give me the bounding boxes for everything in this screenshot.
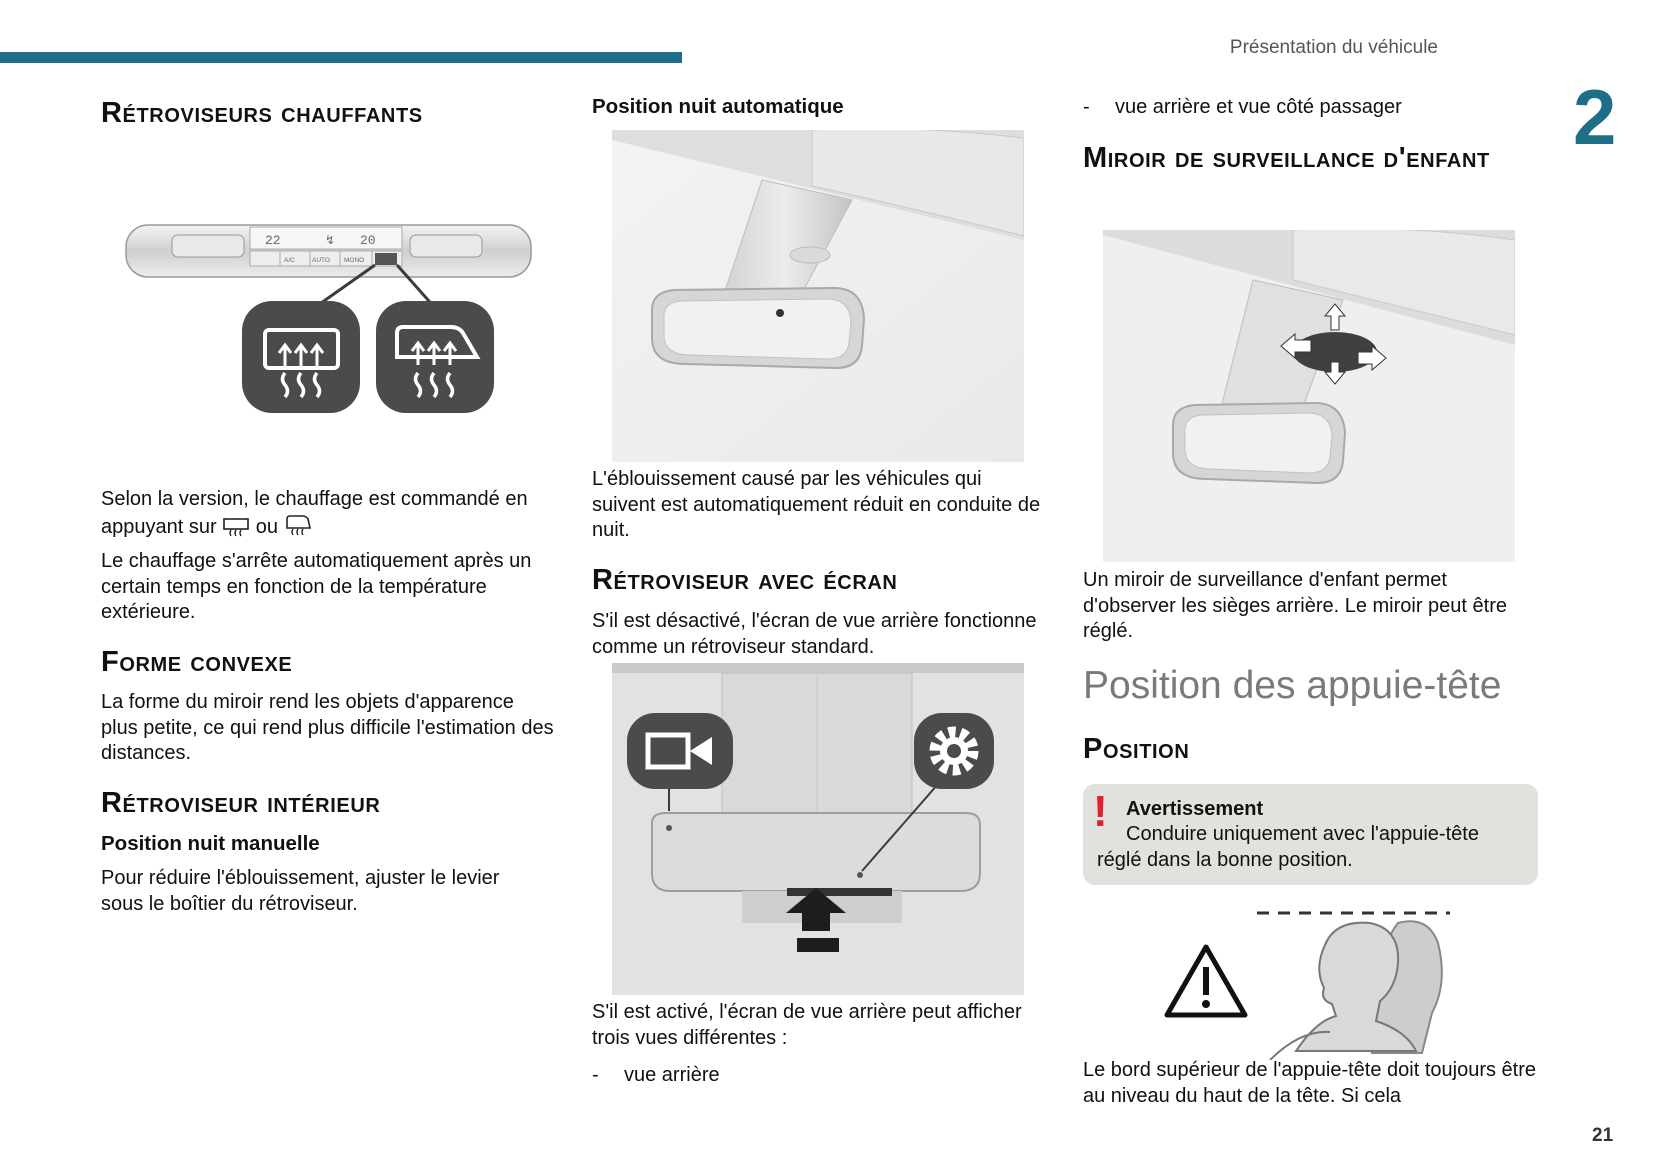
mirror-defrost-icon <box>376 301 494 413</box>
heading-heated-mirrors: Rétroviseurs chauffants <box>101 97 423 129</box>
list-dash: - <box>592 1064 599 1086</box>
climate-btn-ac: A/C <box>284 257 295 264</box>
climate-panel-illustration <box>120 215 540 440</box>
auto-night-paragraph: L'éblouissement causé par les véhicules qui suivent est automatiquement réduit en conduite de nuit. <box>592 468 1041 541</box>
child-mirror-illustration <box>1103 230 1515 562</box>
climate-temp-right: 20 <box>360 233 376 248</box>
chapter-number: 2 <box>1573 73 1617 161</box>
heading-convex-shape: Forme convexe <box>101 646 293 678</box>
subheading-auto-night: Position nuit automatique <box>592 95 844 118</box>
warning-title: Avertissement <box>1126 798 1264 820</box>
views-list-item-1 <box>592 1064 720 1087</box>
mirror-defrost-inline-icon <box>284 513 312 539</box>
svg-text:↯: ↯ <box>325 233 336 247</box>
heading-child-mirror: Miroir de surveillance d'enfant <box>1083 142 1490 174</box>
heated-p1-or: ou <box>255 515 279 538</box>
headrest-paragraph: Le bord supérieur de l'appuie-tête doit toujours être au niveau du haut de la tête. Si cela <box>1083 1059 1536 1107</box>
climate-btn-auto: AUTO <box>312 257 330 264</box>
screen-mirror-illustration <box>612 663 1024 995</box>
camera-icon <box>627 713 733 789</box>
chapter-title: Présentation du véhicule <box>1229 37 1438 58</box>
page-number: 21 <box>1592 1125 1614 1146</box>
convex-paragraph: La forme du miroir rend les objets d'apparence plus petite, ce qui rend plus difficile l'estimation des distances. <box>101 691 554 764</box>
header-accent-bar <box>0 52 682 63</box>
headrest-illustration <box>1160 905 1460 1060</box>
heated-paragraph-2: Le chauffage s'arrête automatiquement après un certain temps en fonction de la température extérieure. <box>101 550 532 623</box>
list-dash: - <box>1083 96 1090 118</box>
rear-defrost-icon <box>242 301 360 413</box>
views-list-item-2 <box>1083 96 1402 119</box>
section-title-headrests: Position des appuie-tête <box>1083 664 1502 707</box>
auto-night-mirror-illustration <box>612 130 1024 462</box>
heading-screen-mirror: Rétroviseur avec écran <box>592 564 898 596</box>
gear-icon <box>914 713 994 789</box>
heated-p1-line1: Selon la version, le chauffage est commandé en <box>101 488 528 510</box>
warning-text: Conduire uniquement avec l'appuie-tête réglé dans la bonne position. <box>1097 823 1479 871</box>
climate-temp-left: 22 <box>265 233 281 248</box>
subheading-manual-night: Position nuit manuelle <box>101 832 320 855</box>
heated-p1-line2: appuyant sur <box>101 515 217 538</box>
manual-paragraph: Pour réduire l'éblouissement, ajuster le levier sous le boîtier du rétroviseur. <box>101 867 500 915</box>
heading-position: Position <box>1083 733 1190 765</box>
warning-triangle-icon <box>1167 947 1245 1015</box>
screen-paragraph-1: S'il est désactivé, l'écran de vue arrière fonctionne comme un rétroviseur standard. <box>592 610 1037 658</box>
climate-btn-mono: MONO <box>344 257 365 264</box>
rear-defrost-inline-icon <box>222 517 250 539</box>
child-mirror-paragraph: Un miroir de surveillance d'enfant permet d'observer les sièges arrière. Le miroir peut être réglé. <box>1083 569 1508 642</box>
exclamation-icon: ! <box>1093 787 1108 836</box>
warning-box <box>1083 784 1538 885</box>
heading-interior-mirror: Rétroviseur intérieur <box>101 787 381 819</box>
heated-paragraph-1 <box>101 487 561 540</box>
list-item-text: vue arrière et vue côté passager <box>1115 96 1402 118</box>
screen-paragraph-2: S'il est activé, l'écran de vue arrière peut afficher trois vues différentes : <box>592 1001 1022 1049</box>
list-item-text: vue arrière <box>624 1064 720 1086</box>
